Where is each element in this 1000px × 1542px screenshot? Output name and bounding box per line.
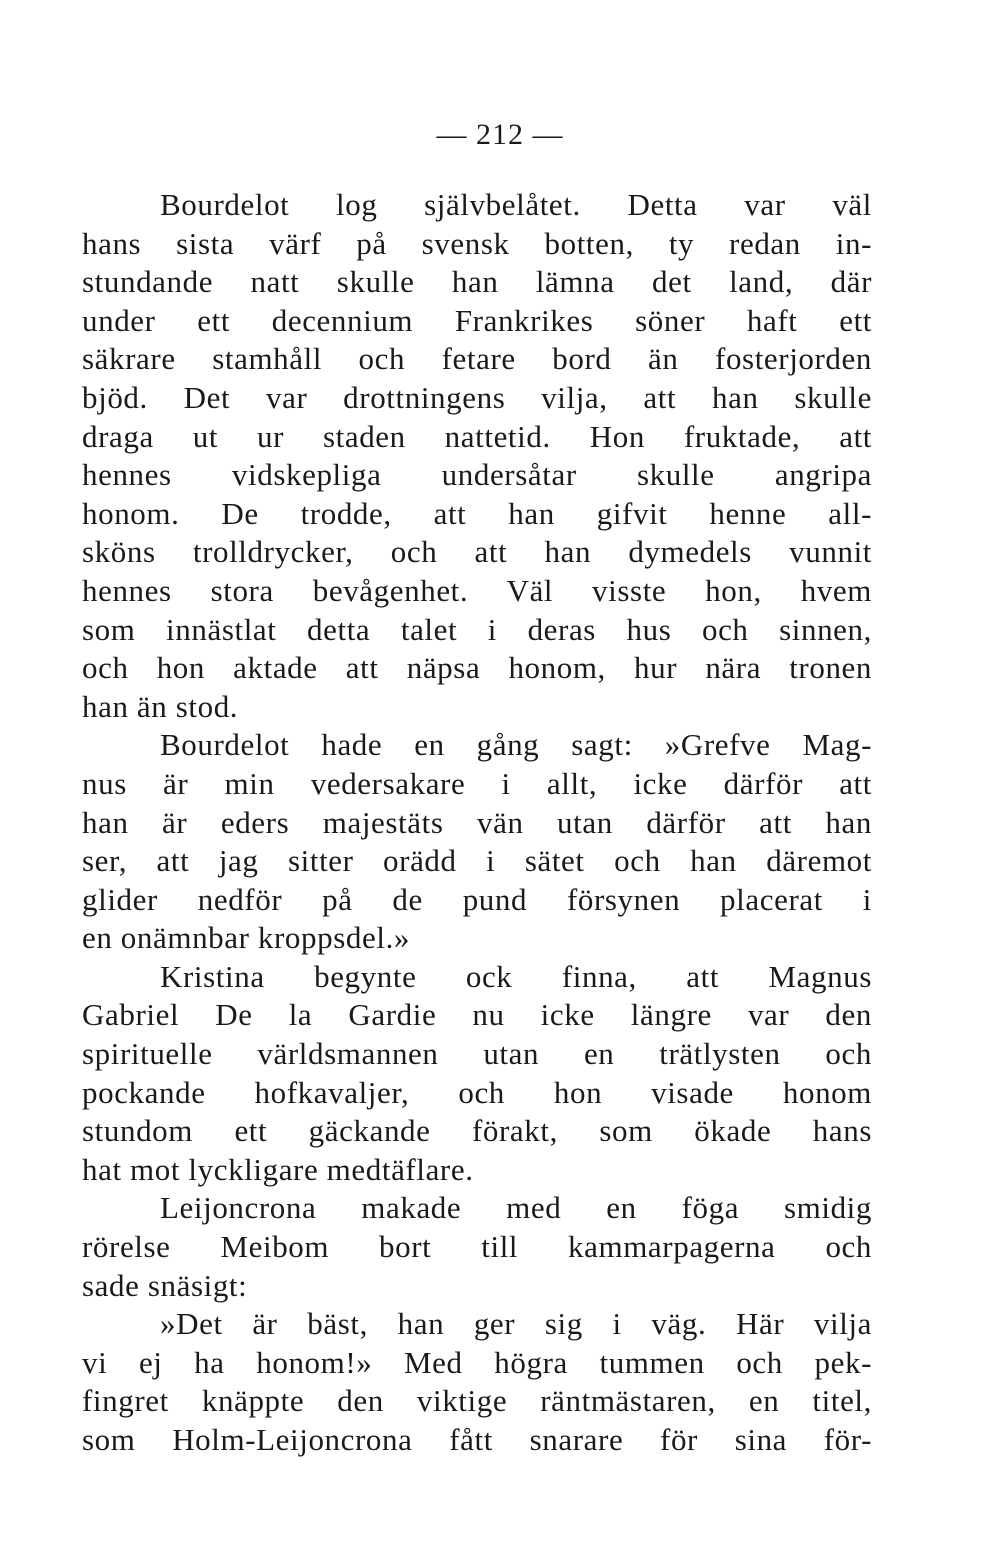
text-line: en onämnbar kroppsdel.» — [82, 920, 411, 956]
text-line: han är eders majestäts vän utan därför att han — [82, 804, 872, 840]
text-line: glider nedför på de pund försynen placerat i — [82, 881, 872, 917]
text-line: och hon aktade att näpsa honom, hur nära tronen — [82, 650, 872, 686]
text-line: som innästlat detta talet i deras hus och sinnen, — [82, 611, 872, 647]
text-line: han än stod. — [82, 688, 239, 724]
text-line: hennes stora bevågenhet. Väl visste hon, hvem — [82, 572, 872, 608]
text-line: hans sista värf på svensk botten, ty redan in- — [82, 225, 872, 261]
text-line: Kristina begynte ock finna, att Magnus — [160, 958, 872, 994]
text-line: honom. De trodde, att han gifvit henne all- — [82, 495, 872, 531]
text-line: Leijoncrona makade med en föga smidig — [160, 1190, 872, 1226]
text-line: bjöd. Det var drottningens vilja, att han skulle — [82, 379, 872, 415]
text-line: pockande hofkavaljer, och hon visade honom — [82, 1074, 872, 1110]
text-line: som Holm-Leijoncrona fått snarare för sina för- — [82, 1422, 872, 1457]
text-line: hat mot lyckligare medtäflare. — [82, 1151, 474, 1187]
text-line: draga ut ur staden nattetid. Hon fruktade, att — [82, 418, 872, 454]
text-line: sade snäsigt: — [82, 1267, 248, 1303]
body-text — [82, 186, 872, 1460]
text-line: vi ej ha honom!» Med högra tummen och pek- — [82, 1344, 872, 1380]
text-line: ser, att jag sitter orädd i sätet och han däremot — [82, 843, 872, 879]
text-line: stundande natt skulle han lämna det land, där — [82, 264, 872, 300]
text-line: Gabriel De la Gardie nu icke längre var den — [82, 997, 872, 1033]
page-number: — 212 — — [436, 118, 564, 151]
text-line: Bourdelot log självbelåtet. Detta var väl — [160, 187, 872, 222]
text-line: spirituelle världsmannen utan en trätlysten och — [82, 1036, 872, 1072]
text-line: rörelse Meibom bort till kammarpagerna och — [82, 1229, 872, 1265]
text-line: nus är min vedersakare i allt, icke därför att — [82, 765, 872, 801]
text-line: Bourdelot hade en gång sagt: »Grefve Mag- — [160, 727, 872, 763]
text-line: säkrare stamhåll och fetare bord än fosterjorden — [82, 341, 872, 377]
text-line: under ett decennium Frankrikes söner haft ett — [82, 302, 872, 338]
text-line: fingret knäppte den viktige räntmästaren, en titel, — [82, 1383, 872, 1419]
text-line: sköns trolldrycker, och att han dymedels vunnit — [82, 534, 872, 570]
text-line: »Det är bäst, han ger sig i väg. Här vilja — [160, 1306, 872, 1342]
text-line: hennes vidskepliga undersåtar skulle angripa — [82, 457, 872, 493]
text-line: stundom ett gäckande förakt, som ökade hans — [82, 1113, 872, 1149]
